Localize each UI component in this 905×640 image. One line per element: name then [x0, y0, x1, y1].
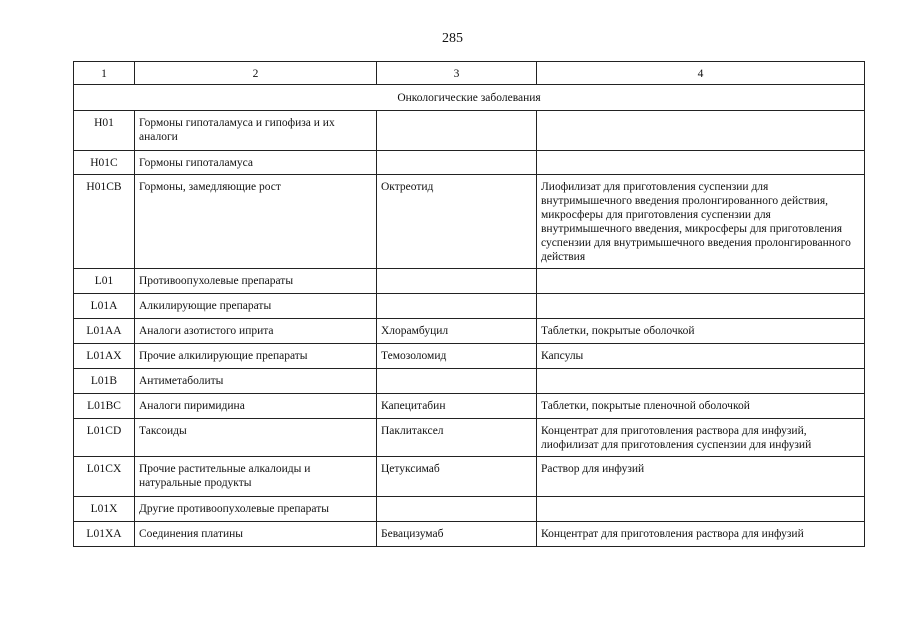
dosage-form-cell: Таблетки, покрытые оболочкой — [537, 319, 865, 344]
table-row — [74, 522, 865, 547]
drug-table — [73, 61, 865, 547]
atc-code-cell: L01CX — [74, 457, 135, 497]
column-number-2: 2 — [135, 62, 377, 85]
dosage-form-cell: Раствор для инфузий — [537, 457, 865, 497]
column-number-4: 4 — [537, 62, 865, 85]
drug-name-cell — [377, 294, 537, 319]
dosage-form-cell — [537, 369, 865, 394]
atc-code-cell: L01BC — [74, 394, 135, 419]
drug-name-cell: Октреотид — [377, 175, 537, 269]
atc-code-cell: L01AA — [74, 319, 135, 344]
page-number: 285 — [442, 31, 463, 46]
dosage-form-cell: Таблетки, покрытые пленочной оболочкой — [537, 394, 865, 419]
dosage-form-cell: Концентрат для приготовления раствора для инфузий — [537, 522, 865, 547]
drug-name-cell — [377, 497, 537, 522]
group-name-cell: Таксоиды — [135, 419, 377, 457]
dosage-form-cell — [537, 269, 865, 294]
group-name-cell: Прочие алкилирующие препараты — [135, 344, 377, 369]
table-row — [74, 111, 865, 151]
group-name-cell: Аналоги азотистого иприта — [135, 319, 377, 344]
table-row — [74, 419, 865, 457]
atc-code-cell: H01C — [74, 151, 135, 175]
atc-code-cell: L01X — [74, 497, 135, 522]
drug-name-cell: Капецитабин — [377, 394, 537, 419]
group-name-cell: Противоопухолевые препараты — [135, 269, 377, 294]
drug-name-cell: Цетуксимаб — [377, 457, 537, 497]
group-name-cell: Алкилирующие препараты — [135, 294, 377, 319]
drug-name-cell — [377, 369, 537, 394]
drug-name-cell — [377, 111, 537, 151]
group-name-cell: Соединения платины — [135, 522, 377, 547]
drug-name-cell: Темозоломид — [377, 344, 537, 369]
atc-code-cell: H01CB — [74, 175, 135, 269]
atc-code-cell: L01AX — [74, 344, 135, 369]
group-name-cell: Гормоны, замедляющие рост — [135, 175, 377, 269]
table-row — [74, 294, 865, 319]
table-row — [74, 394, 865, 419]
table-row — [74, 497, 865, 522]
column-number-3: 3 — [377, 62, 537, 85]
table-row — [74, 151, 865, 175]
atc-code-cell: L01CD — [74, 419, 135, 457]
table-row — [74, 369, 865, 394]
table-row — [74, 319, 865, 344]
atc-code-cell: L01A — [74, 294, 135, 319]
group-name-cell: Гормоны гипоталамуса и гипофиза и их аналоги — [135, 111, 377, 151]
group-name-cell: Аналоги пиримидина — [135, 394, 377, 419]
dosage-form-cell: Капсулы — [537, 344, 865, 369]
group-name-cell: Прочие растительные алкалоиды и натуральные продукты — [135, 457, 377, 497]
drug-name-cell: Хлорамбуцил — [377, 319, 537, 344]
table-row — [74, 269, 865, 294]
drug-name-cell: Бевацизумаб — [377, 522, 537, 547]
dosage-form-cell — [537, 111, 865, 151]
dosage-form-cell — [537, 497, 865, 522]
dosage-form-cell — [537, 151, 865, 175]
atc-code-cell: H01 — [74, 111, 135, 151]
table-row — [74, 457, 865, 497]
drug-name-cell — [377, 269, 537, 294]
column-number-1: 1 — [74, 62, 135, 85]
dosage-form-cell: Концентрат для приготовления раствора для инфузий, лиофилизат для приготовления суспензии для инфузий — [537, 419, 865, 457]
group-name-cell: Гормоны гипоталамуса — [135, 151, 377, 175]
dosage-form-cell — [537, 294, 865, 319]
group-name-cell: Другие противоопухолевые препараты — [135, 497, 377, 522]
atc-code-cell: L01XA — [74, 522, 135, 547]
atc-code-cell: L01 — [74, 269, 135, 294]
table-row — [74, 344, 865, 369]
section-title: Онкологические заболевания — [74, 85, 865, 111]
drug-name-cell — [377, 151, 537, 175]
section-row — [74, 85, 865, 111]
drug-name-cell: Паклитаксел — [377, 419, 537, 457]
table-row — [74, 175, 865, 269]
group-name-cell: Антиметаболиты — [135, 369, 377, 394]
dosage-form-cell: Лиофилизат для приготовления суспензии для внутримышечного введения пролонгированного действия, микросферы для приготовления суспензии для внутримышечного введения, микросферы для приготовления суспензии для внутримышечного введения пролонгированного действия — [537, 175, 865, 269]
atc-code-cell: L01B — [74, 369, 135, 394]
column-number-row — [74, 62, 865, 85]
